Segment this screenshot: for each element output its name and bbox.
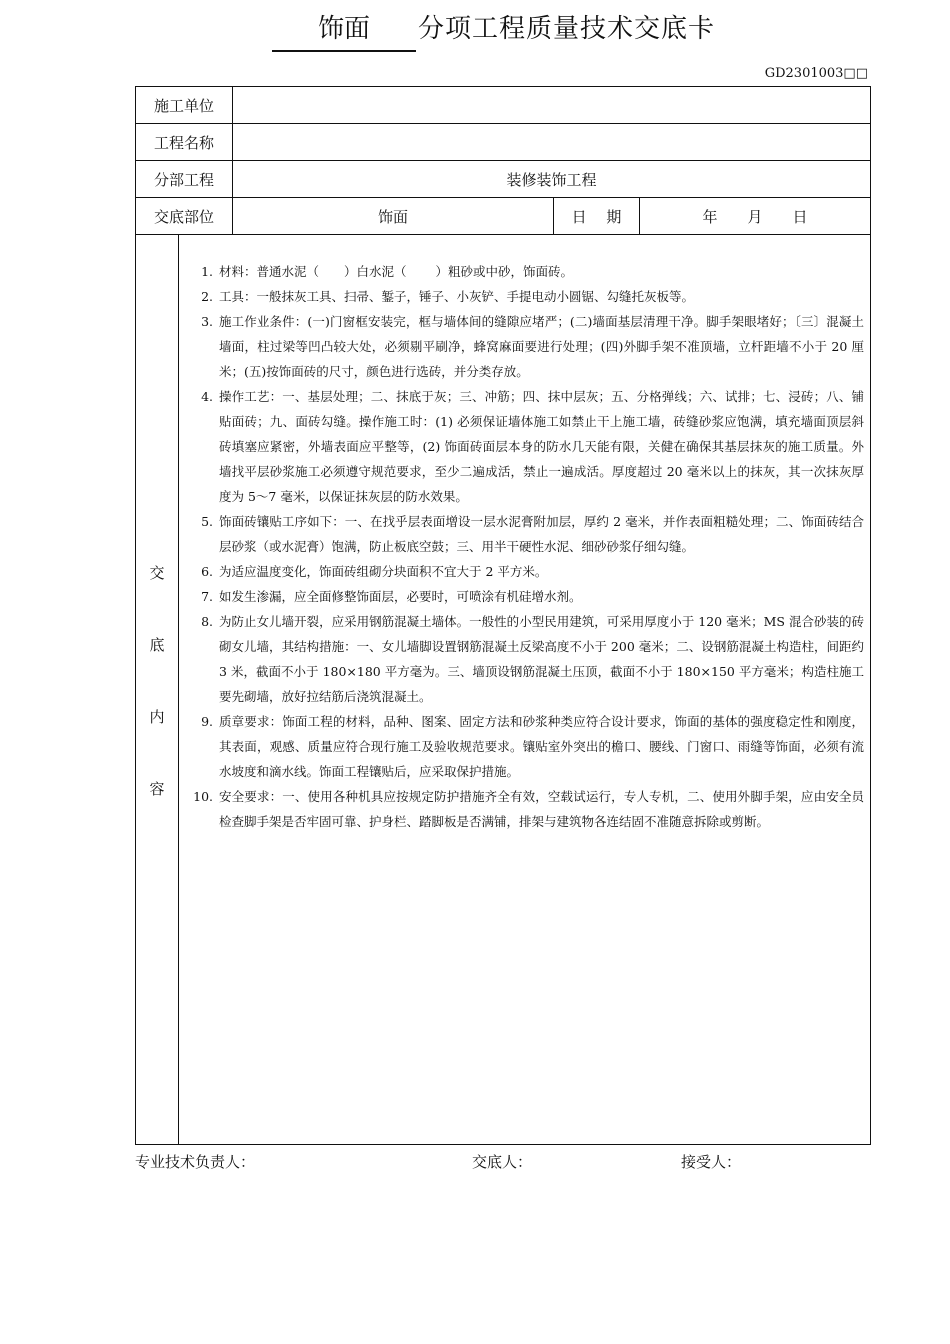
list-item: 5. 饰面砖镶贴工序如下：一、在找乎层表面增设一层水泥膏附加层，厚约 2 毫米，并作表面粗糙处理；二、饰面砖结合层砂浆（或水泥膏）饱满，防止板底空鼓；三、用半干硬性水泥、细砂砂浆仔细勾缝。 bbox=[217, 509, 864, 559]
receiver-signature-label: 接受人： bbox=[681, 1153, 742, 1171]
title-text: 分项工程质量技术交底卡 bbox=[418, 14, 716, 44]
sub-project-label: 分部工程 bbox=[136, 161, 233, 198]
handover-part-field[interactable]: 饰面 bbox=[233, 198, 554, 235]
list-item: 7. 如发生渗漏，应全面修整饰面层，必要时，可喷涂有机硅增水剂。 bbox=[217, 584, 864, 609]
list-item: 4. 操作工艺：一、基层处理；二、抹底于灰；三、冲筋；四、抹中层灰；五、分格弹线；六、试排；七、浸砖；八、铺贴面砖；九、面砖勾缝。操作施工时：(1) 必须保证墙体施工如禁止干上施工墙，砖缝砂浆应饱满，填充墙面顶层斜砖填塞应紧密，外墙表面应平整等，(2) 饰面砖面层本身的防水几天能有限，关健在确保其基层抹灰的施工质量。外墙找平层砂浆施工必须遵守规范要求，至少二遍成活，禁止一遍成活。厚度超过 20 毫米以上的抹灰，其一次抹灰厚度为 5～7 毫米，以保证抹灰层的防水效果。 bbox=[217, 384, 864, 509]
list-item: 8. 为防止女儿墙开裂，应采用钢筋混凝土墙体。一般性的小型民用建筑，可采用厚度小于 120 毫米；MS 混合砂装的砖砌女儿墙，其结构措施：一、女儿墙脚设置钢筋混凝土反梁高度不小于 200 毫米；二、设钢筋混凝土构造柱，间距约 3 米，截面不小于 180×180 平方毫为。三、墙顶设钢筋混凝土压顶，截面不小于 180×150 平方毫米；构造柱施工要先砌墙，放好拉结筋后浇筑混凝土。 bbox=[217, 609, 864, 709]
sub-project-field[interactable]: 装修装饰工程 bbox=[233, 161, 871, 198]
document-title bbox=[0, 8, 950, 52]
construction-unit-field[interactable] bbox=[233, 87, 871, 124]
list-item: 10. 安全要求：一、使用各种机具应按规定防护措施齐全有效，空载试运行，专人专机，二、使用外脚手架，应由安全员检查脚手架是否牢固可靠、护身栏、踏脚板是否满铺，排架与建筑物各连结固不准随意拆除或剪断。 bbox=[217, 784, 864, 834]
list-item: 1. 材料：普通水泥（ ）白水泥（ ）粗砂或中砂，饰面砖。 bbox=[217, 259, 864, 284]
list-item: 6. 为适应温度变化，饰面砖组砌分块面积不宜大于 2 平方米。 bbox=[217, 559, 864, 584]
list-item: 9. 质章要求：饰面工程的材料，品种、图案、固定方法和砂浆种类应符合设计要求，饰面的基体的强度稳定性和刚度，其表面，观感、质量应符合现行施工及验收规范要求。镶贴室外突出的檐口、腰线、门窗口、雨缝等饰面，必须有流水坡度和滴水线。饰面工程镶贴后，应采取保护措施。 bbox=[217, 709, 864, 784]
handover-items-list bbox=[179, 259, 864, 834]
construction-unit-label: 施工单位 bbox=[136, 87, 233, 124]
document-code: GD2301003□□ bbox=[764, 66, 868, 81]
handover-content-label bbox=[136, 235, 179, 1145]
discloser-signature-label: 交底人： bbox=[472, 1153, 533, 1171]
date-label: 日 期 bbox=[554, 198, 640, 235]
side-label-char: 容 bbox=[149, 780, 165, 798]
title-subject: 饰面 bbox=[272, 8, 416, 52]
date-field[interactable]: 年 月 日 bbox=[640, 198, 871, 235]
handover-form-table bbox=[135, 86, 871, 1145]
signature-footer bbox=[135, 1151, 870, 1171]
handover-content-area bbox=[179, 235, 871, 1145]
list-item: 2. 工具：一般抹灰工具、扫帚、錾子，锤子、小灰铲、手提电动小圆锯、勾缝托灰板等。 bbox=[217, 284, 864, 309]
side-label-char: 交 bbox=[149, 564, 165, 582]
project-name-field[interactable] bbox=[233, 124, 871, 161]
handover-part-label: 交底部位 bbox=[136, 198, 233, 235]
side-label-char: 内 bbox=[149, 708, 165, 726]
side-label-char: 底 bbox=[149, 636, 165, 654]
list-item: 3. 施工作业条件：(一)门窗框安装完，框与墙体间的缝隙应堵严；(二)墙面基层清理干净。脚手架眼堵好；〔三〕混凝土墙面，柱过梁等凹凸较大处，必须剔平刷净，蜂窝麻面要进行处理；(四)外脚手架不准顶墙，立杆距墙不小于 20 厘米；(五)按饰面砖的尺寸，颜色进行选砖，并分类存放。 bbox=[217, 309, 864, 384]
tech-lead-signature-label: 专业技术负责人： bbox=[135, 1153, 256, 1171]
project-name-label: 工程名称 bbox=[136, 124, 233, 161]
